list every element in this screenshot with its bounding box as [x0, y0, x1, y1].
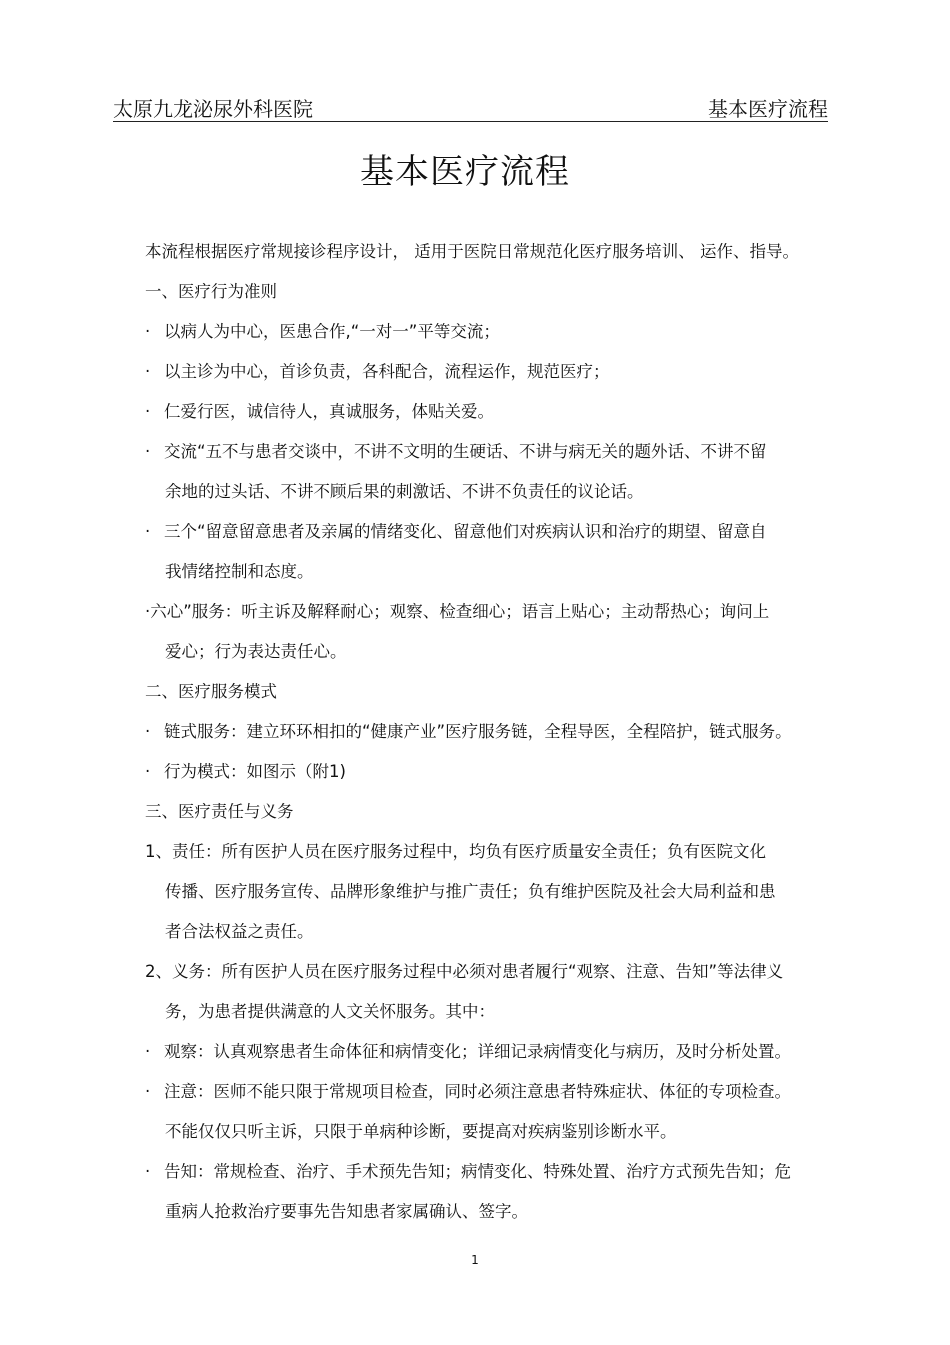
bullet-dot: ·: [145, 322, 151, 341]
paragraph-continuation: 者合法权益之责任。: [165, 922, 314, 941]
bullet-dot: ·: [145, 362, 151, 381]
bullet-item: [0, 518, 950, 558]
bullet-text: 仁爱行医，诚信待人，真诚服务，体贴关爱。: [164, 402, 494, 421]
paragraph-continuation: 务，为患者提供满意的人文关怀服务。其中：: [165, 1002, 495, 1021]
bullet-text: 行为模式：如图示（附1): [164, 762, 346, 781]
bullet-text: 交流“五不与患者交谈中，不讲不文明的生硬话、不讲与病无关的题外话、不讲不留: [164, 442, 767, 461]
bullet-dot: ·: [145, 402, 151, 421]
bullet-text: 以病人为中心，医患合作,“一对一”平等交流；: [164, 322, 500, 341]
bullet-dot: ·: [145, 442, 151, 461]
paragraph-line: 1、责任：所有医护人员在医疗服务过程中，均负有医疗质量安全责任；负有医院文化: [145, 842, 766, 861]
bullet-text: 观察：认真观察患者生命体征和病情变化；详细记录病情变化与病历，及时分析处置。: [164, 1042, 791, 1061]
paragraph-line: 2、义务：所有医护人员在医疗服务过程中必须对患者履行“观察、注意、告知”等法律义: [145, 962, 784, 981]
bullet-dot: ·: [145, 722, 151, 741]
bullet-item: [0, 358, 950, 398]
bullet-dot: ·: [145, 1162, 151, 1181]
paragraph-line: 三、医疗责任与义务: [145, 802, 294, 821]
paragraph-continuation: 我情绪控制和态度。: [165, 562, 314, 581]
paragraph-continuation: 不能仅仅只听主诉，只限于单病种诊断，要提高对疾病鉴别诊断水平。: [165, 1122, 677, 1141]
bullet-text: 以主诊为中心，首诊负责，各科配合，流程运作，规范医疗；: [164, 362, 610, 381]
bullet-item: [0, 318, 950, 358]
page-number: 1: [471, 1253, 479, 1267]
bullet-dot: ·: [145, 1082, 151, 1101]
bullet-dot: ·: [145, 762, 151, 781]
bullet-item: [0, 398, 950, 438]
document-title: 基本医疗流程: [360, 152, 570, 192]
bullet-item: [0, 438, 950, 478]
bullet-text: 三个“留意留意患者及亲属的情绪变化、留意他们对疾病认识和治疗的期望、留意自: [164, 522, 767, 541]
bullet-dot: ·: [145, 1042, 151, 1061]
paragraph-continuation: 传播、医疗服务宣传、品牌形象维护与推广责任；负有维护医院及社会大局利益和患: [165, 882, 776, 901]
bullet-text: 告知：常规检查、治疗、手术预先告知；病情变化、特殊处置、治疗方式预先告知；危: [164, 1162, 791, 1181]
document-body: [0, 238, 950, 1238]
bullet-item: [0, 1158, 950, 1198]
paragraph-line: 二、医疗服务模式: [145, 682, 277, 701]
header-divider: [113, 121, 828, 122]
header-document-name: 基本医疗流程: [708, 97, 828, 121]
bullet-item: [0, 1078, 950, 1118]
header-hospital-name: 太原九龙泌尿外科医院: [113, 97, 313, 121]
bullet-item: [0, 718, 950, 758]
bullet-item: [0, 1038, 950, 1078]
bullet-text: 链式服务：建立环环相扣的“健康产业”医疗服务链，全程导医，全程陪护，链式服务。: [164, 722, 792, 741]
paragraph-line: ·六心”服务：听主诉及解释耐心；观察、检查细心；语言上贴心；主动帮热心；询问上: [145, 602, 770, 621]
paragraph-continuation: 余地的过头话、不讲不顾后果的刺激话、不讲不负责任的议论话。: [165, 482, 644, 501]
bullet-item: [0, 758, 950, 798]
paragraph-continuation: 爱心；行为表达责任心。: [165, 642, 347, 661]
bullet-dot: ·: [145, 522, 151, 541]
paragraph-line: 本流程根据医疗常规接诊程序设计， 适用于医院日常规范化医疗服务培训、 运作、指导。: [145, 242, 799, 261]
paragraph-line: 一、医疗行为准则: [145, 282, 277, 301]
paragraph-continuation: 重病人抢救治疗要事先告知患者家属确认、签字。: [165, 1202, 528, 1221]
bullet-text: 注意：医师不能只限于常规项目检查，同时必须注意患者特殊症状、体征的专项检查。: [164, 1082, 791, 1101]
